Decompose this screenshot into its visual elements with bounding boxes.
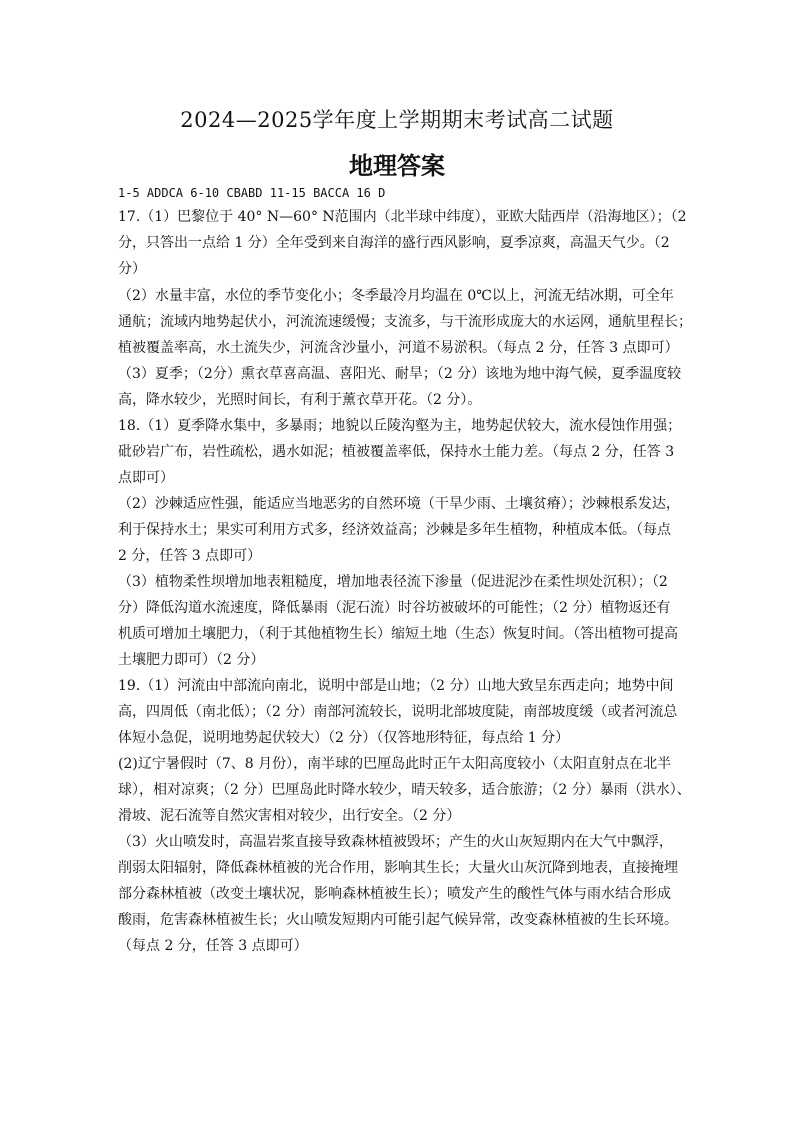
answer-line: 体短小急促，说明地势起伏较大）（2 分）（仅答地形特征，每点给 1 分） <box>118 730 570 746</box>
answer-line: 机质可增加土壤肥力，（利于其他植物生长）缩短土地（生态）恢复时间。（答出植物可提高 <box>118 626 678 642</box>
answer-line: 酸雨，危害森林植被生长；火山喷发短期内可能引起气候异常，改变森林植被的生长环境。 <box>118 912 678 928</box>
answer-line: 部分森林植被（改变土壤状况，影响森林植被生长）；喷发产生的酸性气体与雨水结合形成 <box>118 886 671 902</box>
answer-line: 利于保持水土；果实可利用方式多，经济效益高；沙棘是多年生植物，种植成本低。（每点 <box>118 522 671 538</box>
answer-line: 砒砂岩广布，岩性疏松，遇水如泥；植被覆盖率低，保持水土能力差。（每点 2 分，任答 3 <box>118 444 675 460</box>
answer-line: （2）水量丰富，水位的季节变化小；冬季最冷月均温在 0℃以上，河流无结冰期，可全年 <box>118 288 674 304</box>
answer-line: 高，四周低（南北低）；（2 分）南部河流较长，说明北部坡度陡，南部坡度缓（或者河流总 <box>118 704 678 720</box>
answer-line: 分）降低沟道水流速度，降低暴雨（泥石流）时谷坊被破坏的可能性；（2 分）植物返还有 <box>118 600 671 616</box>
answer-line: 球），相对凉爽；（2 分）巴厘岛此时降水较少，晴天较多，适合旅游；（2 分）暴雨（洪水）、 <box>118 782 691 798</box>
answer-line: （2）沙棘适应性强，能适应当地恶劣的自然环境（干旱少雨、土壤贫瘠）；沙棘根系发达， <box>118 496 680 512</box>
answer-line: 土壤肥力即可）（2 分） <box>118 652 265 668</box>
exam-title: 2024—2025学年度上学期期末考试高二试题 <box>180 108 614 132</box>
multiple-choice-answers: 1-5 ADDCA 6-10 CBABD 11-15 BACCA 16 D <box>118 186 386 200</box>
answer-line: （每点 2 分，任答 3 点即可） <box>118 938 308 954</box>
answer-line: 2 分，任答 3 点即可） <box>118 548 262 564</box>
answer-line: 分，只答出一点给 1 分）全年受到来自海洋的盛行西风影响，夏季凉爽，高温天气少。（2 <box>118 235 670 251</box>
answer-line: 点即可） <box>118 470 174 486</box>
answer-line: 高，降水较少，光照时间长，有利于薰衣草开花。（2 分）。 <box>118 392 482 408</box>
answer-line: 17.（1）巴黎位于 40° N—60° N范围内（北半球中纬度），亚欧大陆西岸（沿海地区）；（2 <box>118 209 687 225</box>
answer-line: 19.（1）河流由中部流向南北，说明中部是山地；（2 分）山地大致呈东西走向；地势中间 <box>118 678 674 694</box>
answer-line: （3）植物柔性坝增加地表粗糙度，增加地表径流下渗量（促进泥沙在柔性坝处沉积）；（2 <box>118 574 668 590</box>
answer-line: (2)辽宁暑假时（7、8 月份），南半球的巴厘岛此时正午太阳高度较小（太阳直射点在北半 <box>118 756 672 772</box>
answer-line: （3）夏季；（2分）熏衣草喜高温、喜阳光、耐旱；（2 分）该地为地中海气候，夏季温度较 <box>118 366 682 382</box>
answer-line: 植被覆盖率高，水土流失少，河流含沙量小，河道不易淤积。（每点 2 分，任答 3 点即可） <box>118 340 679 356</box>
answer-line: 滑坡、泥石流等自然灾害相对较少，出行安全。（2 分） <box>118 808 461 824</box>
answer-line: 分） <box>118 261 146 277</box>
answer-line: （3）火山喷发时，高温岩浆直接导致森林植被毁坏；产生的火山灰短期内在大气中飘浮， <box>118 834 673 850</box>
answer-line: 削弱太阳辐射，降低森林植被的光合作用，影响其生长；大量火山灰沉降到地表，直接掩埋 <box>118 860 678 876</box>
answer-line: 18.（1）夏季降水集中，多暴雨；地貌以丘陵沟壑为主，地势起伏较大，流水侵蚀作用强； <box>118 418 682 434</box>
answer-title: 地理答案 <box>349 152 445 180</box>
answer-line: 通航；流域内地势起伏小，河流流速缓慢；支流多，与干流形成庞大的水运网，通航里程长； <box>118 314 692 330</box>
